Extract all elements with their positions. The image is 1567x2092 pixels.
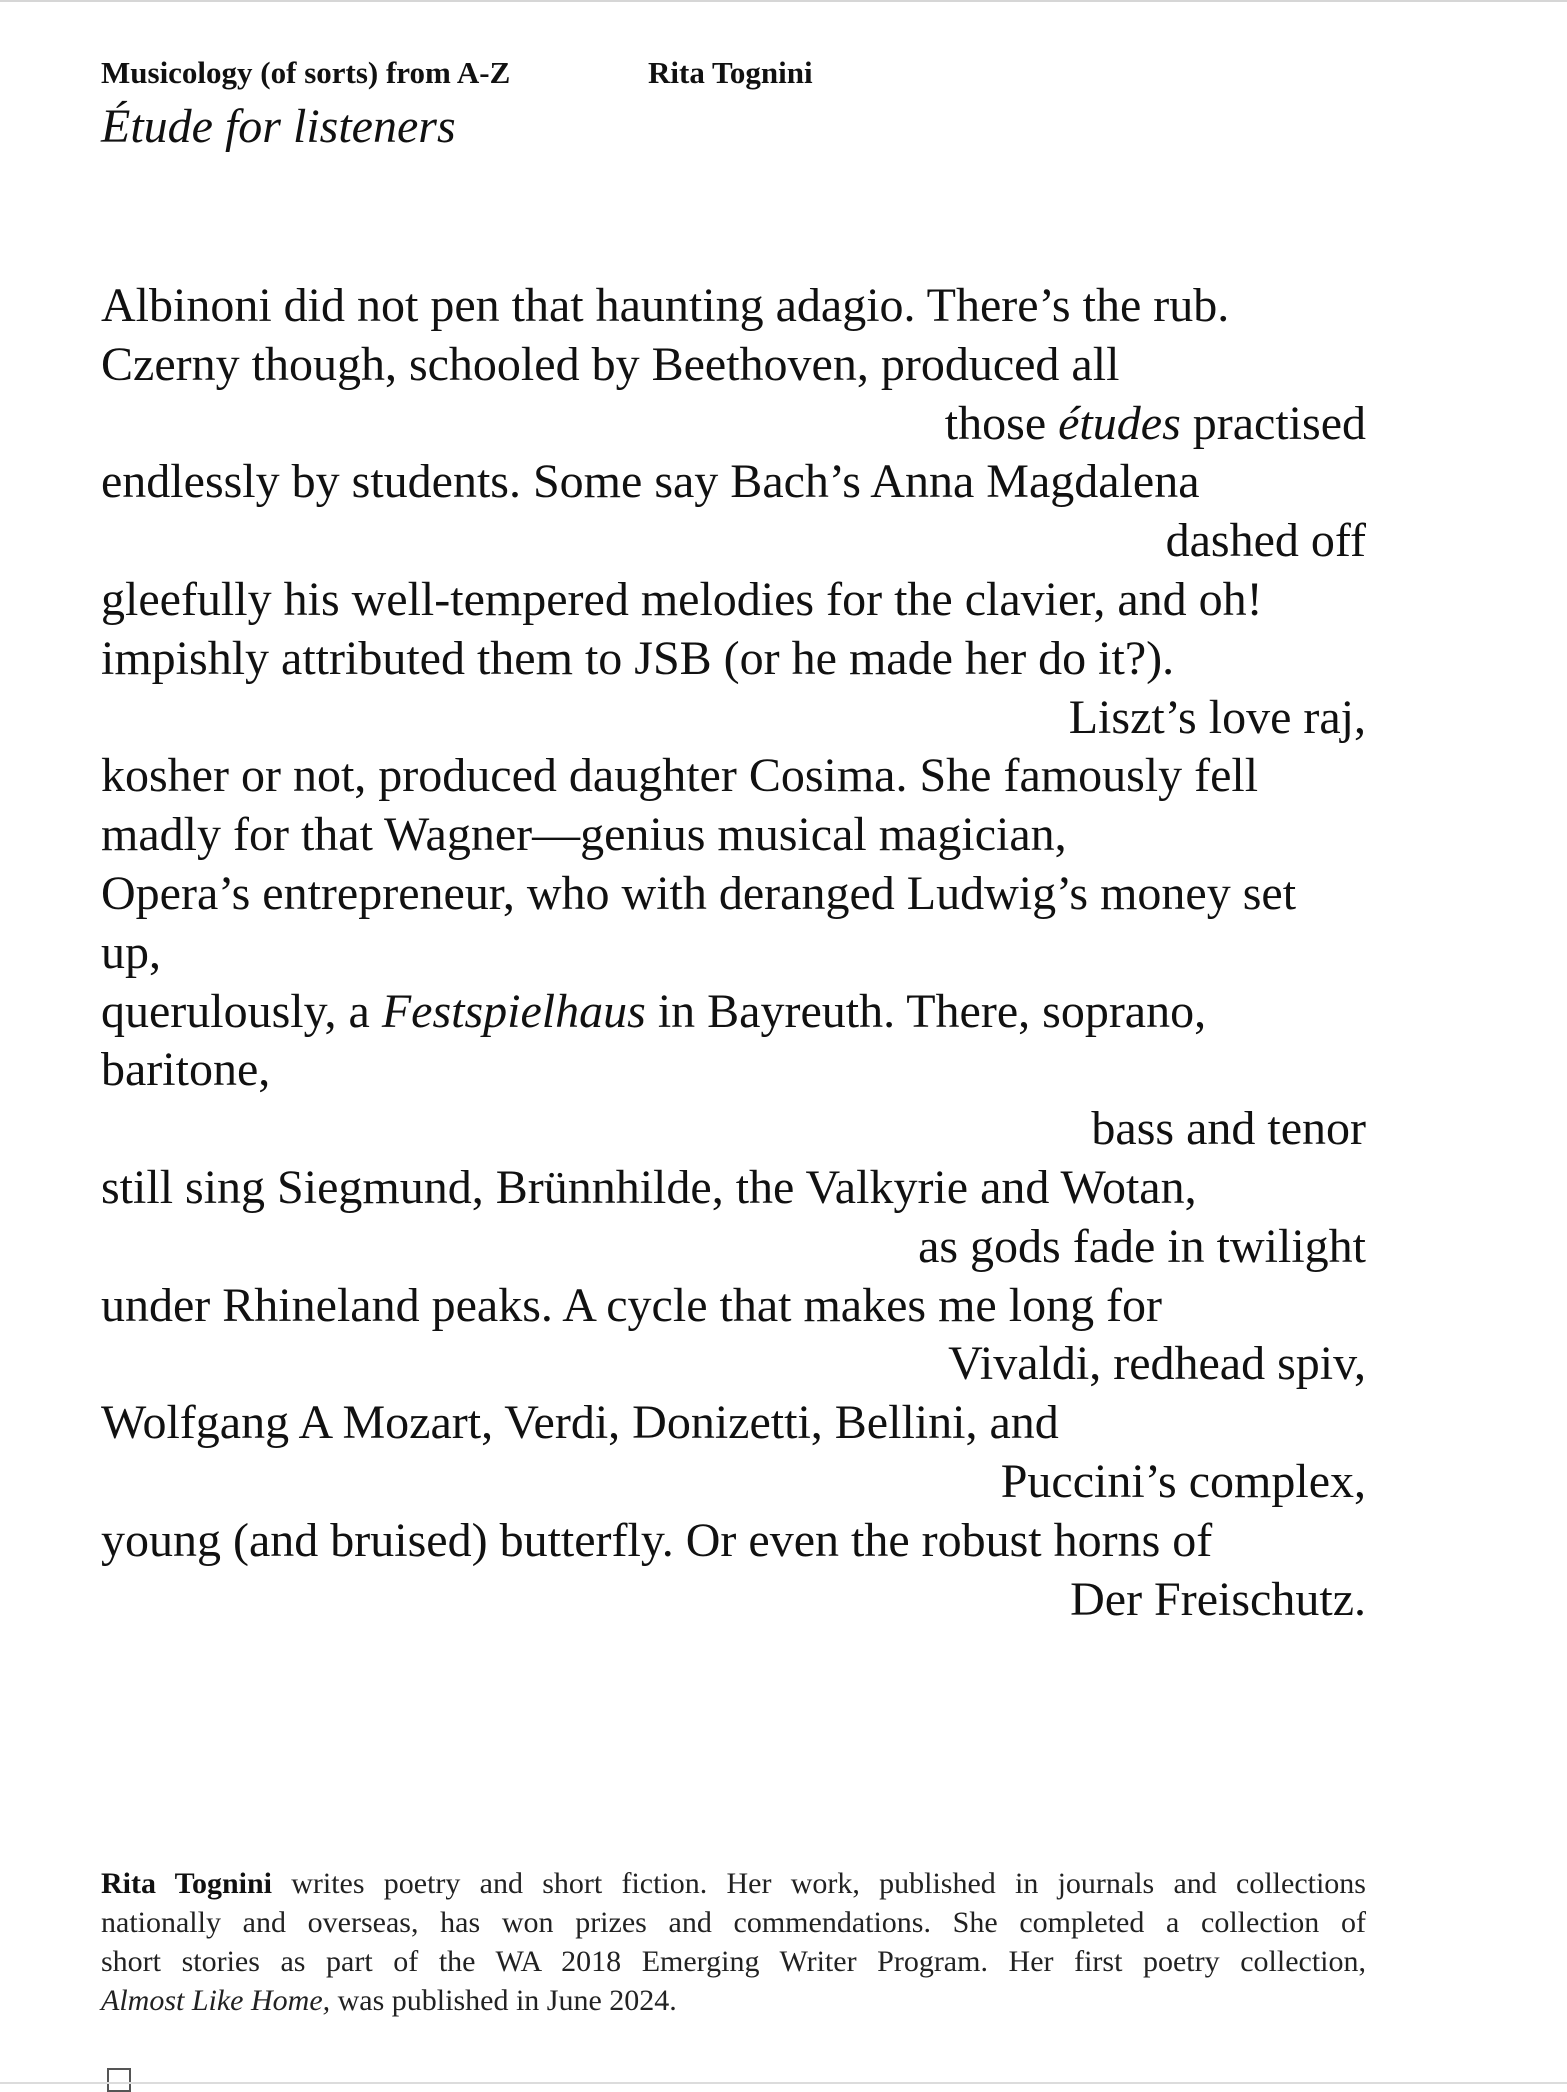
poem-line: Albinoni did not pen that haunting adagio. There’s the rub. [101, 279, 1230, 332]
poem-line-indented: Puccini’s complex, [1000, 1454, 1366, 1508]
poem-line-text: those [944, 396, 1059, 450]
poem-line: impishly attributed them to JSB (or he made her do it?). [101, 631, 1175, 685]
series-title: Musicology (of sorts) from A-Z [101, 55, 511, 90]
poem-line-indented: bass and tenor [1091, 1102, 1366, 1156]
poem-italic-word: études [1058, 396, 1181, 450]
bio-line: short stories as part of the WA 2018 Emerging Writer Program. Her first poetry collection, [101, 1945, 1366, 1978]
poem-line: young (and bruised) butterfly. Or even the robust horns of [101, 1513, 1213, 1567]
bio-line [101, 1864, 1366, 1903]
poem-line: endlessly by students. Some say Bach’s Anna Magdalena [101, 455, 1200, 509]
poem-body [101, 277, 1366, 1629]
author-bio [101, 1864, 1366, 2020]
poem-line-text: in Bayreuth. There, soprano, [645, 984, 1207, 1038]
bio-author-name: Rita Tognini [101, 1867, 272, 1900]
poem-line: baritone, [101, 1043, 271, 1097]
bio-text: was published in June 2024. [330, 1984, 677, 2017]
poem-italic-word: Festspielhaus [381, 984, 646, 1038]
bio-text: writes poetry and short fiction. Her work, published in journals and collections [271, 1867, 1366, 1900]
poem-line-text: practised [1180, 396, 1366, 450]
bio-book-title: Almost Like Home, [101, 1984, 331, 2017]
page-top-border [0, 0, 1567, 2]
header-author-name: Rita Tognini [648, 55, 813, 90]
poem-line-indented: as gods fade in twilight [918, 1219, 1366, 1273]
poem-line: Czerny though, schooled by Beethoven, produced all [101, 337, 1120, 391]
bio-line: nationally and overseas, has won prizes and commendations. She completed a collection of [101, 1906, 1366, 1939]
poem-line-indented: Der Freischutz. [1070, 1572, 1366, 1626]
poem-line-indented: dashed off [1165, 514, 1366, 568]
poem-line: gleefully his well-tempered melodies for the clavier, and oh! [101, 572, 1263, 626]
poem-line-text: querulously, a [101, 984, 382, 1038]
poem-line: kosher or not, produced daughter Cosima. She famously fell [101, 749, 1259, 803]
poem-line [101, 983, 1366, 1042]
bio-line [101, 1981, 1366, 2020]
checkbox[interactable] [107, 2068, 131, 2092]
poem-line: up, [101, 925, 161, 979]
poem-line: Opera’s entrepreneur, who with deranged Ludwig’s money set [101, 866, 1297, 920]
poem-line-indented [101, 395, 1366, 454]
poem-line: Wolfgang A Mozart, Verdi, Donizetti, Bellini, and [101, 1396, 1059, 1450]
poem-line: still sing Siegmund, Brünnhilde, the Valkyrie and Wotan, [101, 1160, 1197, 1214]
poem-title: Étude for listeners [101, 100, 456, 153]
poem-line: under Rhineland peaks. A cycle that makes me long for [101, 1278, 1163, 1332]
poem-line: madly for that Wagner—genius musical magician, [101, 808, 1067, 862]
page-bottom-border [0, 2082, 1567, 2084]
poem-line-indented: Vivaldi, redhead spiv, [948, 1337, 1366, 1391]
poem-line-indented: Liszt’s love raj, [1068, 690, 1366, 744]
